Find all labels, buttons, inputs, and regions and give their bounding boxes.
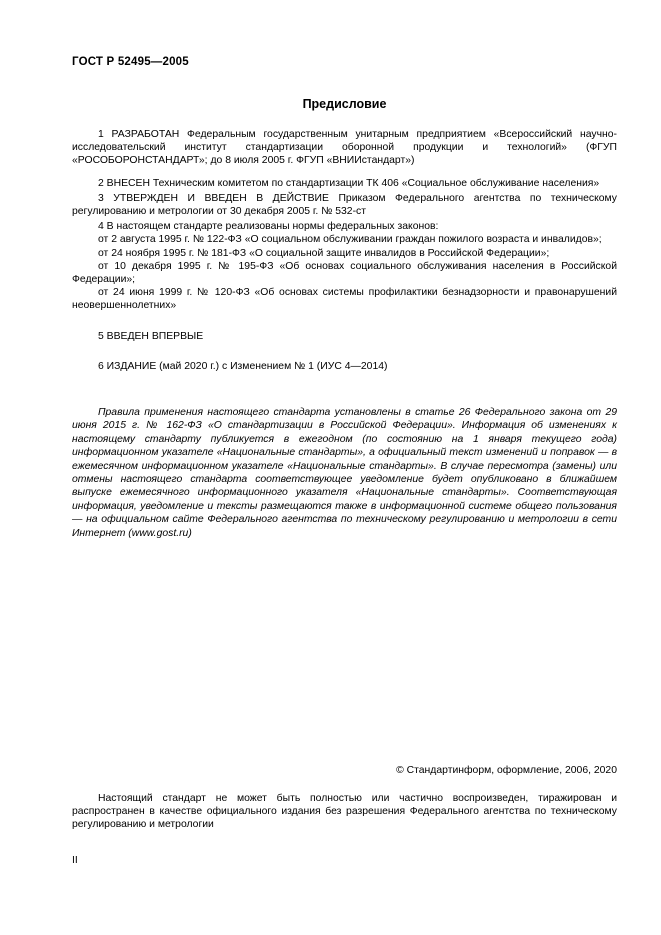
reproduction-note: Настоящий стандарт не может быть полностью или частично воспроизведен, тиражирован и распространен в качестве официального издания без разрешения Федерального агентства по техническому регулированию и метрологии [72,793,617,831]
preface-item-6: 6 ИЗДАНИЕ (май 2020 г.) с Изменением № 1 (ИУС 4—2014) [98,360,388,372]
page-title: Предисловие [302,97,387,111]
preface-item-3: 3 УТВЕРЖДЕН И ВВЕДЕН В ДЕЙСТВИЕ Приказом Федерального агентства по техническому регулированию и метрологии от 30 декабря 2005 г. № 532-ст [72,192,617,218]
law-item-4: от 24 июня 1999 г. № 120-ФЗ «Об основах системы профилактики безнадзорности и правонарушений неовершеннолетних» [72,287,617,312]
law-item-2: от 24 ноября 1995 г. № 181-ФЗ «О социальной защите инвалидов в Российской Федерации»; [98,247,550,259]
application-rules-paragraph: Правила применения настоящего стандарта установлены в статье 26 Федерального закона от 29 июня 2015 г. № 162-ФЗ «О стандартизации в Российской Федерации». Информация об изменениях к настоящему стандарту публикуется в ежегодном (по состоянию на 1 января текущего года) информационном указателе «Национальные стандарты», а официальный текст изменений и поправок — в ежемесячном информационном указателе «Национальные стандарты». В случае пересмотра (замены) или отмены настоящего стандарта соответствующее уведомление будет опубликовано в ближайшем выпуске ежемесячного информационного указателя «Национальные стандарты». Соответствующая информация, уведомление и тексты размещаются также в информационной системе общего пользования — на официальном сайте Федерального агентства по техническому регулированию и метрологии в сети Интернет (www.gost.ru) [72,407,617,539]
preface-item-2: 2 ВНЕСЕН Техническим комитетом по стандартизации ТК 406 «Социальное обслуживание населения» [98,177,600,189]
preface-item-4: 4 В настоящем стандарте реализованы нормы федеральных законов: [98,221,439,233]
page-content [72,56,617,540]
standard-identifier: ГОСТ Р 52495—2005 [72,56,189,68]
copyright-block [72,765,617,776]
page-number: II [72,855,78,866]
reproduction-note-block [72,792,617,832]
law-item-1: от 2 августа 1995 г. № 122-ФЗ «О социальном обслуживании граждан пожилого возраста и инвалидов»; [98,234,602,246]
law-item-3: от 10 декабря 1995 г. № 195-ФЗ «Об основах социального обслуживания населения в Российской Федерации»; [72,260,617,286]
preface-item-1: 1 РАЗРАБОТАН Федеральным государственным унитарным предприятием «Всероссийский научно-исследовательский институт стандартизации оборонной продукции и технологий» (ФГУП «РОСОБОРОНСТАНДАРТ»; до 8 июля 2005 г. ФГУП «ВНИИстандарт») [72,129,617,167]
preface-item-5: 5 ВВЕДЕН ВПЕРВЫЕ [98,330,204,342]
copyright-line: © Стандартинформ, оформление, 2006, 2020 [396,765,617,776]
